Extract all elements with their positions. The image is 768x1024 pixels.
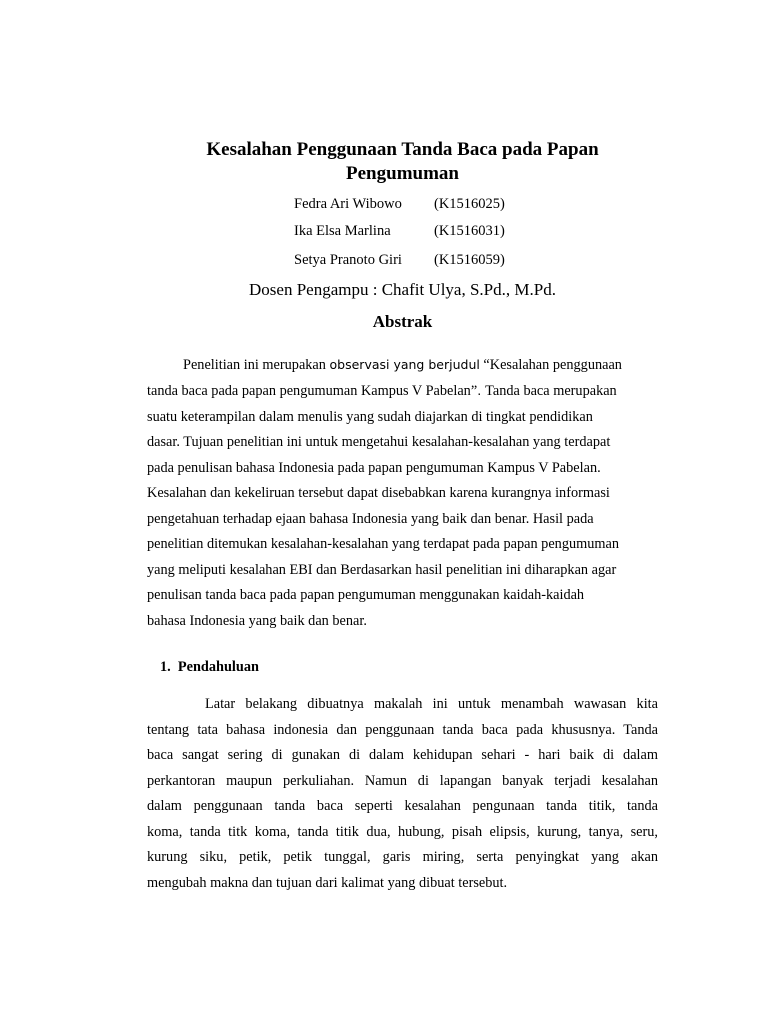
abstract-line: bahasa Indonesia yang baik dan benar. [147, 613, 367, 629]
body-line: koma, tanda titk koma, tanda titik dua, hubung, pisah elipsis, kurung, tanya, seru, [147, 824, 658, 840]
abstract-line: pada penulisan bahasa Indonesia pada papan pengumuman Kampus V Pabelan. [147, 460, 601, 476]
author-name: Fedra Ari Wibowo [294, 196, 402, 212]
abstract-line: dasar. Tujuan penelitian ini untuk mengetahui kesalahan-kesalahan yang terdapat [147, 434, 611, 450]
body-line: Latar belakang dibuatnya makalah ini untuk menambah wawasan kita [205, 696, 658, 712]
abstract-line: pengetahuan terhadap ejaan bahasa Indonesia yang baik dan benar. Hasil pada [147, 511, 594, 527]
abstract-text-segment: tanda baca pada papan pengumuman Kampus V Pabelan” [147, 383, 478, 399]
author-nim: (K1516059) [434, 252, 505, 268]
abstract-line: yang meliputi kesalahan EBI dan Berdasarkan hasil penelitian ini diharapkan agar [147, 562, 617, 578]
section-heading-pendahuluan: 1. Pendahuluan [160, 659, 259, 675]
body-line: baca sangat sering di gunakan di dalam kehidupan sehari - hari baik di dalam [147, 747, 658, 763]
abstract-text-segment: . [477, 383, 486, 398]
body-line: tentang tata bahasa indonesia dan penggunaan tanda baca pada khususnya. Tanda [147, 722, 658, 738]
abstract-text-segment: Tanda baca merupakan [485, 383, 617, 399]
abstract-text-segment: Penelitian ini merupakan [183, 357, 330, 373]
paper-title-line-2: Pengumuman [346, 163, 459, 184]
lecturer-line: Dosen Pengampu : Chafit Ulya, S.Pd., M.Pd. [249, 280, 556, 299]
abstract-heading: Abstrak [372, 312, 433, 331]
body-line: kurung siku, petik, petik tunggal, garis miring, serta penyingkat yang akan [147, 849, 658, 865]
author-nim: (K1516031) [434, 223, 505, 239]
abstract-line: Kesalahan dan kekeliruan tersebut dapat disebabkan karena kurangnya informasi [147, 485, 610, 501]
body-line: mengubah makna dan tujuan dari kalimat yang dibuat tersebut. [147, 875, 508, 891]
abstract-line [147, 382, 658, 400]
paper-title-line-1: Kesalahan Penggunaan Tanda Baca pada Papan [206, 139, 599, 160]
abstract-text-segment: observasi yang berjudul [329, 357, 480, 372]
body-line: dalam penggunaan tanda baca seperti kesalahan pengunaan tanda titik, tanda [147, 798, 658, 814]
abstract-line: penulisan tanda baca pada papan pengumuman menggunakan kaidah-kaidah [147, 587, 585, 603]
author-nim: (K1516025) [434, 196, 505, 212]
abstract-line [183, 356, 658, 374]
abstract-line: suatu keterampilan dalam menulis yang sudah diajarkan di tingkat pendidikan [147, 409, 593, 425]
body-line: perkantoran maupun perkuliahan. Namun di lapangan banyak terjadi kesalahan [147, 773, 658, 789]
author-name: Ika Elsa Marlina [294, 223, 391, 239]
abstract-line: penelitian ditemukan kesalahan-kesalahan yang terdapat pada papan pengumuman [147, 536, 620, 552]
author-name: Setya Pranoto Giri [294, 252, 402, 268]
abstract-text-segment: “Kesalahan penggunaan [479, 357, 622, 373]
